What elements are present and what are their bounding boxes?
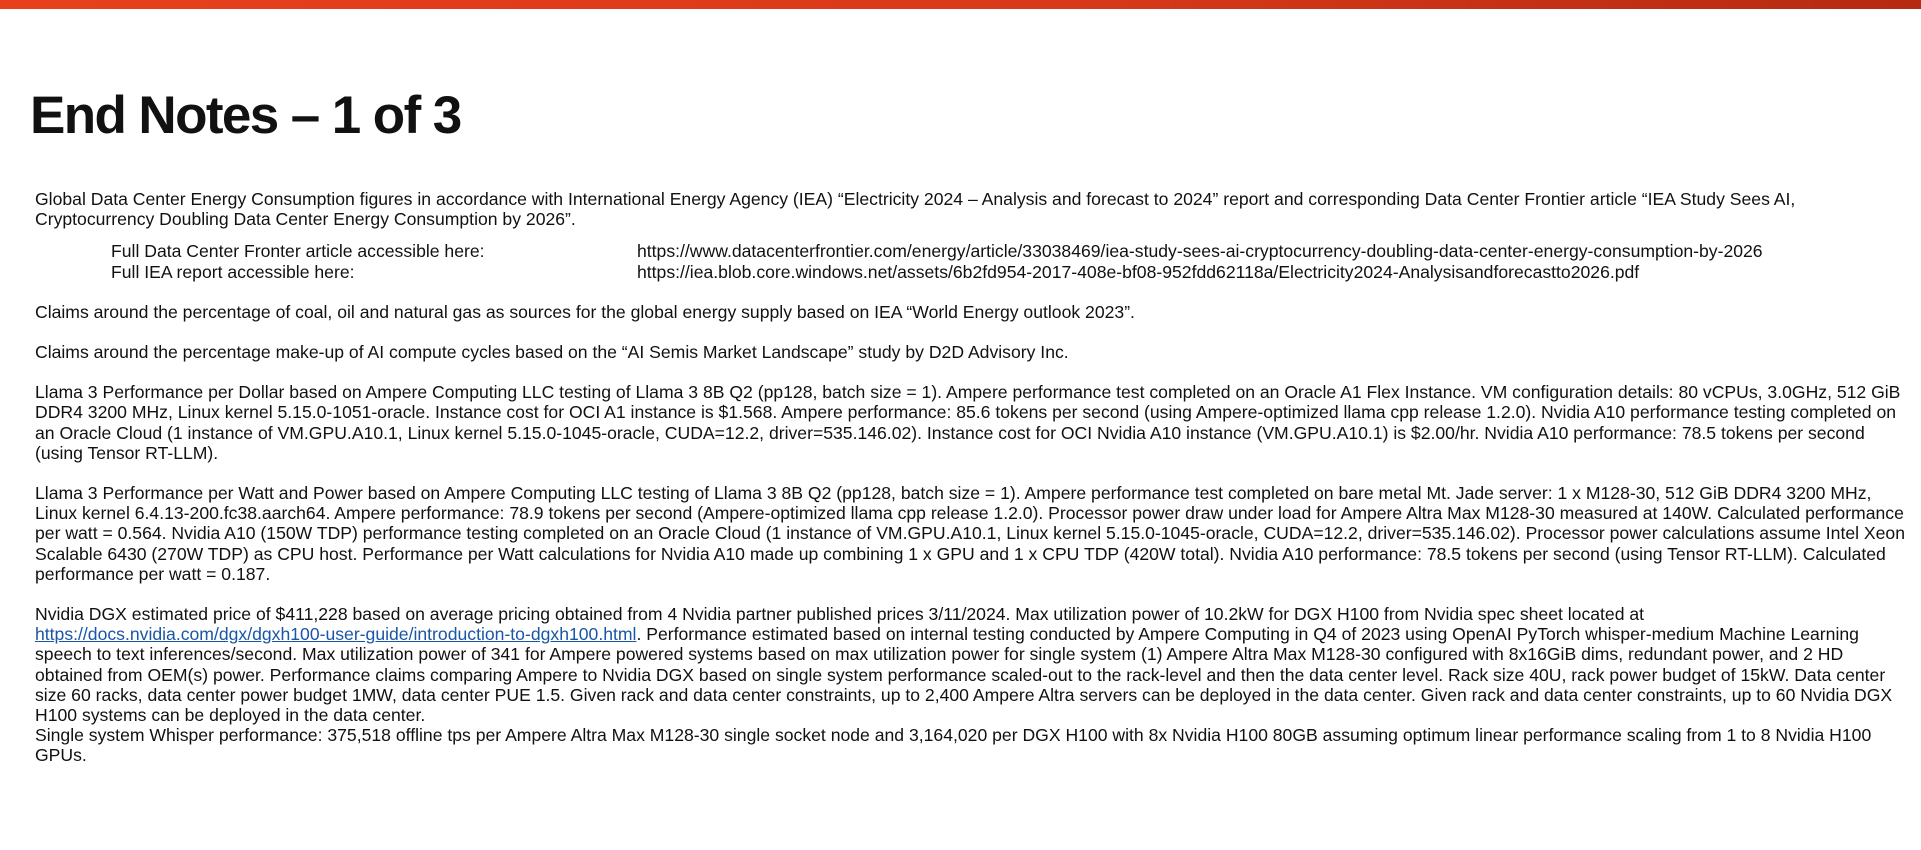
- note-energy-sources: Claims around the percentage of coal, oil and natural gas as sources for the global energy supply based on IEA “World Energy outlook 2023”.: [35, 301, 1135, 322]
- note-perf-per-dollar: Llama 3 Performance per Dollar based on Ampere Computing LLC testing of Llama 3 8B Q2 (pp128, batch size = 1). Ampere performance test completed on an Oracle A1 Flex Instance. VM configuration details: 80 vCPUs, 3.0GHz, 512 GiB DDR4 3200 MHz, Linux kernel 5.15.0-1051-oracle. Instance cost for OCI A1 instance is $1.568. Ampere performance: 85.6 tokens per second (using Ampere-optimized llama cpp release 1.2.0). Nvidia A10 performance testing completed on an Oracle Cloud (1 instance of VM.GPU.A10.1, Linux kernel 5.15.0-1045-oracle, CUDA=12.2, driver=535.146.02). Instance cost for OCI Nvidia A10 instance (VM.GPU.A10.1) is $2.00/hr. Nvidia A10 performance: 78.5 tokens per second (using Tensor RT-LLM).: [35, 382, 1901, 463]
- note-perf-per-watt: Llama 3 Performance per Watt and Power based on Ampere Computing LLC testing of Llama 3 8B Q2 (pp128, batch size = 1). Ampere performance test completed on bare metal Mt. Jade server: 1 x M128-30, 512 GiB DDR4 3200 MHz, Linux kernel 6.4.13-200.fc38.aarch64. Ampere performance: 78.9 tokens per second (Ampere-optimized llama cpp release 1.2.0). Processor power draw under load for Ampere Altra Max M128-30 measured at 140W. Calculated performance per watt = 0.564. Nvidia A10 (150W TDP) performance testing completed on an Oracle Cloud (1 instance of VM.GPU.A10.1, Linux kernel 5.15.0-1045-oracle, CUDA=12.2, driver=535.146.02). Processor power calculations assume Intel Xeon Scalable 6430 (270W TDP) as CPU host. Performance per Watt calculations for Nvidia A10 made up combining 1 x GPU and 1 x CPU TDP (420W total). Nvidia A10 performance: 78.5 tokens per second (using Tensor RT-LLM). Calculated performance per watt = 0.187.: [35, 483, 1905, 584]
- reference-label: Full Data Center Fronter article accessible here:: [111, 241, 485, 262]
- end-notes: [35, 189, 1905, 766]
- note-dgx-pricing: [35, 604, 1905, 725]
- dgx-text-before-link: Nvidia DGX estimated price of $411,228 based on average pricing obtained from 4 Nvidia partner published prices 3/11/2024. Max utilization power of 10.2kW for DGX H100 from Nvidia spec sheet located at: [35, 604, 1645, 625]
- dgx-text-after-link: . Performance estimated based on internal testing conducted by Ampere Computing in Q4 of 2023 using OpenAI PyTorch whisper-medium Machine Learning speech to text inferences/second. Max utilization power of 341 for Ampere powered systems based on max utilization power for single system (1) Ampere Altra Max M128-30 configured with 8x16GiB dims, redundant power, and 2 HD obtained from OEM(s) power. Performance claims comparing Ampere to Nvidia DGX based on single system performance scaled-out to the rack-level and then the data center level. Rack size 40U, rack power budget of 15kW. Data center size 60 racks, data center power budget 1MW, data center PUE 1.5. Given rack and data center constraints, up to 2,400 Ampere Altra servers can be deployed in the data center. Given rack and data center constraints, up to 60 Nvidia DGX H100 systems can be deployed in the data center.: [35, 624, 1893, 726]
- reference-list: [35, 241, 1905, 281]
- nvidia-spec-sheet-link[interactable]: https://docs.nvidia.com/dgx/dgxh100-user-guide/introduction-to-dgxh100.html: [35, 624, 637, 645]
- reference-row: [35, 241, 1905, 261]
- reference-url: https://iea.blob.core.windows.net/assets/6b2fd954-2017-408e-bf08-952fdd62118a/Electricity2024-Analysisandforecastto2026.pdf: [637, 261, 1640, 282]
- note-ai-compute: Claims around the percentage make-up of AI compute cycles based on the “AI Semis Market Landscape” study by D2D Advisory Inc.: [35, 342, 1069, 363]
- reference-url: https://www.datacenterfrontier.com/energy/article/33038469/iea-study-sees-ai-cryptocurrency-doubling-data-center-energy-consumption-by-2026: [637, 241, 1763, 262]
- reference-label: Full IEA report accessible here:: [111, 261, 355, 282]
- page-title: End Notes – 1 of 3: [30, 86, 461, 145]
- top-accent-bar: [0, 0, 1921, 9]
- note-whisper-performance: Single system Whisper performance: 375,518 offline tps per Ampere Altra Max M128-30 single socket node and 3,164,020 per DGX H100 with 8x Nvidia H100 80GB assuming optimum linear performance scaling from 1 to 8 Nvidia H100 GPUs.: [35, 725, 1872, 766]
- note-energy-intro: Global Data Center Energy Consumption figures in accordance with International Energy Agency (IEA) “Electricity 2024 – Analysis and forecast to 2024” report and corresponding Data Center Frontier article “IEA Study Sees AI, Cryptocurrency Doubling Data Center Energy Consumption by 2026”.: [35, 189, 1796, 230]
- reference-row: [35, 262, 1905, 282]
